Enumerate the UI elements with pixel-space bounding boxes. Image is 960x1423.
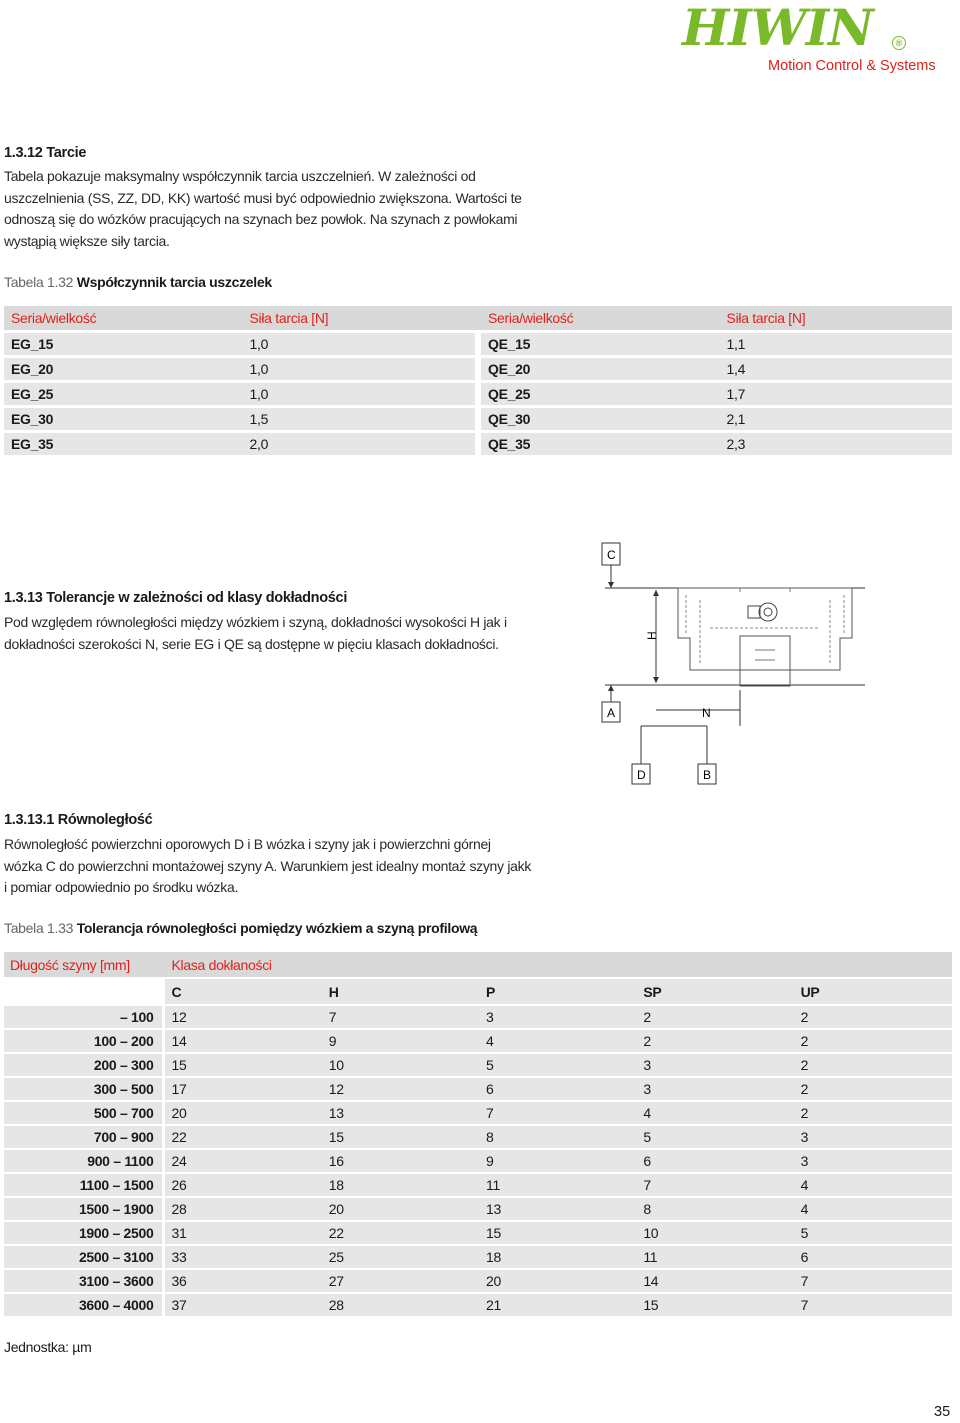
tolerance-value-cell: 7 <box>637 1174 794 1198</box>
caption-prefix: Tabela 1.32 <box>4 274 74 290</box>
table-cell: QE_20 <box>481 358 720 383</box>
column-header: Siła tarcia [N] <box>720 306 952 333</box>
tolerance-value-cell: 22 <box>323 1222 480 1246</box>
paragraph-line: dokładności szerokości N, serie EG i QE są dostępne w pięciu klasach dokładności. <box>4 635 499 652</box>
paragraph-line: Pod względem równoległości między wózkiem i szyną, dokładności wysokości H jak i <box>4 614 507 630</box>
table-row <box>4 1174 952 1198</box>
tolerance-value-cell: 27 <box>323 1270 480 1294</box>
tolerance-value-cell: 21 <box>480 1294 637 1318</box>
table-row <box>4 383 952 408</box>
tolerance-value-cell: 25 <box>323 1246 480 1270</box>
table-row <box>4 433 952 458</box>
class-header-row <box>4 979 952 1006</box>
column-header: Siła tarcia [N] <box>243 306 475 333</box>
class-header: P <box>480 979 637 1006</box>
paragraph-line: Tabela pokazuje maksymalny współczynnik tarcia uszczelnień. W zależności od <box>4 168 476 184</box>
table-cell: EG_20 <box>4 358 243 383</box>
table-row <box>4 1294 952 1318</box>
table-row <box>4 1078 952 1102</box>
tolerance-value-cell: 4 <box>480 1030 637 1054</box>
label-h: H <box>645 631 659 640</box>
tolerance-value-cell: 3 <box>637 1078 794 1102</box>
label-d: D <box>637 768 646 782</box>
tolerance-value-cell: 28 <box>323 1294 480 1318</box>
table-row <box>4 1126 952 1150</box>
table-row <box>4 1198 952 1222</box>
tolerance-value-cell: 4 <box>637 1102 794 1126</box>
tolerance-value-cell: 13 <box>480 1198 637 1222</box>
caption-prefix: Tabela 1.33 <box>4 920 74 936</box>
table-row <box>4 1030 952 1054</box>
tolerance-value-cell: 11 <box>480 1174 637 1198</box>
tolerance-value-cell: 20 <box>165 1102 322 1126</box>
parallel-paragraph <box>4 834 531 899</box>
tolerance-value-cell: 22 <box>165 1126 322 1150</box>
label-b: B <box>703 768 712 782</box>
paragraph-line: i pomiar odpowiednio po środku wózka. <box>4 879 239 895</box>
class-header: C <box>165 979 322 1006</box>
table-row <box>4 1150 952 1174</box>
friction-table <box>4 306 952 458</box>
empty-cell <box>4 979 162 1006</box>
length-range-cell: 700 – 900 <box>4 1126 162 1150</box>
tolerance-value-cell: 6 <box>795 1246 952 1270</box>
tolerance-value-cell: 7 <box>795 1270 952 1294</box>
table-cell: 1,5 <box>243 408 475 433</box>
table-cell: QE_15 <box>481 333 720 358</box>
tolerance-value-cell: 8 <box>637 1198 794 1222</box>
tolerance-value-cell: 3 <box>795 1150 952 1174</box>
table-row <box>4 408 952 433</box>
tolerance-value-cell: 18 <box>480 1246 637 1270</box>
tolerance-value-cell: 16 <box>323 1150 480 1174</box>
table-cell: 2,1 <box>720 408 952 433</box>
caption-title: Współczynnik tarcia uszczelek <box>76 274 272 290</box>
section-heading-tolerance: 1.3.13 Tolerancje w zależności od klasy dokładności <box>4 590 348 606</box>
table-cell: QE_30 <box>481 408 720 433</box>
tolerance-value-cell: 5 <box>480 1054 637 1078</box>
table-cell: QE_35 <box>481 433 720 458</box>
class-header: SP <box>637 979 794 1006</box>
unit-note: Jednostka: µm <box>4 1339 92 1355</box>
tolerance-value-cell: 14 <box>165 1030 322 1054</box>
brand-logo: HIWIN <box>682 0 873 57</box>
tolerance-value-cell: 36 <box>165 1270 322 1294</box>
tolerance-paragraph <box>4 612 507 655</box>
tolerance-value-cell: 12 <box>323 1078 480 1102</box>
label-a: A <box>607 706 616 720</box>
table-row <box>4 1270 952 1294</box>
registered-mark: ® <box>892 36 906 50</box>
tolerance-value-cell: 2 <box>637 1030 794 1054</box>
tolerance-value-cell: 31 <box>165 1222 322 1246</box>
tolerance-value-cell: 2 <box>795 1030 952 1054</box>
tolerance-value-cell: 20 <box>480 1270 637 1294</box>
tolerance-value-cell: 15 <box>165 1054 322 1078</box>
table-cell: 1,0 <box>243 333 475 358</box>
brand-tagline: Motion Control & Systems <box>768 58 936 74</box>
tolerance-value-cell: 4 <box>795 1174 952 1198</box>
tolerance-value-cell: 15 <box>480 1222 637 1246</box>
table-cell: 1,0 <box>243 383 475 408</box>
tolerance-value-cell: 20 <box>323 1198 480 1222</box>
table-row <box>4 1102 952 1126</box>
length-range-cell: 2500 – 3100 <box>4 1246 162 1270</box>
tolerance-value-cell: 8 <box>480 1126 637 1150</box>
tolerance-value-cell: 6 <box>637 1150 794 1174</box>
table-cell: 1,0 <box>243 358 475 383</box>
length-range-cell: 1900 – 2500 <box>4 1222 162 1246</box>
column-header-length: Długość szyny [mm] <box>4 952 162 979</box>
tolerance-value-cell: 10 <box>323 1054 480 1078</box>
tolerance-value-cell: 15 <box>323 1126 480 1150</box>
tolerance-value-cell: 3 <box>480 1006 637 1030</box>
rail-outline <box>740 636 790 686</box>
block-rail-drawing <box>590 540 960 790</box>
length-range-cell: 3600 – 4000 <box>4 1294 162 1318</box>
table-row <box>4 358 952 383</box>
tolerance-value-cell: 24 <box>165 1150 322 1174</box>
length-range-cell: – 100 <box>4 1006 162 1030</box>
tolerance-value-cell: 14 <box>637 1270 794 1294</box>
table-cell: EG_15 <box>4 333 243 358</box>
section-heading-parallel: 1.3.13.1 Równoległość <box>4 812 153 828</box>
table-cell: 1,1 <box>720 333 952 358</box>
tolerance-value-cell: 3 <box>637 1054 794 1078</box>
length-range-cell: 3100 – 3600 <box>4 1270 162 1294</box>
table-cell: 1,4 <box>720 358 952 383</box>
length-range-cell: 100 – 200 <box>4 1030 162 1054</box>
length-range-cell: 500 – 700 <box>4 1102 162 1126</box>
tolerance-value-cell: 15 <box>637 1294 794 1318</box>
column-header: Seria/wielkość <box>481 306 720 333</box>
tolerance-value-cell: 7 <box>480 1102 637 1126</box>
table-row <box>4 1054 952 1078</box>
paragraph-line: uszczelnienia (SS, ZZ, DD, KK) wartość musi być odpowiednio zwiększona. Wartości te <box>4 189 522 206</box>
tolerance-value-cell: 2 <box>795 1078 952 1102</box>
tolerance-table-body <box>4 1006 952 1318</box>
caption-title: Tolerancja równoległości pomiędzy wózkiem a szyną profilową <box>76 920 478 936</box>
table-cell: EG_25 <box>4 383 243 408</box>
tolerance-value-cell: 9 <box>480 1150 637 1174</box>
tolerance-value-cell: 17 <box>165 1078 322 1102</box>
tolerance-value-cell: 28 <box>165 1198 322 1222</box>
label-n: N <box>702 706 711 720</box>
tolerance-table <box>4 952 952 1318</box>
tolerance-value-cell: 7 <box>323 1006 480 1030</box>
paragraph-line: wystąpią większe siły tarcia. <box>4 232 170 249</box>
length-range-cell: 1100 – 1500 <box>4 1174 162 1198</box>
table-caption-friction <box>4 274 272 290</box>
friction-paragraph <box>4 166 522 252</box>
section-heading-friction: 1.3.12 Tarcie <box>4 145 87 161</box>
class-header: UP <box>795 979 952 1006</box>
tolerance-value-cell: 2 <box>795 1102 952 1126</box>
table-row <box>4 1006 952 1030</box>
table-header-row <box>4 306 952 333</box>
table-cell: 2,3 <box>720 433 952 458</box>
tolerance-value-cell: 37 <box>165 1294 322 1318</box>
carriage-outline <box>678 588 852 670</box>
table-cell: EG_30 <box>4 408 243 433</box>
tolerance-value-cell: 2 <box>795 1054 952 1078</box>
length-range-cell: 900 – 1100 <box>4 1150 162 1174</box>
table-cell: QE_25 <box>481 383 720 408</box>
tolerance-value-cell: 5 <box>637 1126 794 1150</box>
table-caption-tolerance <box>4 920 477 936</box>
table-row <box>4 1222 952 1246</box>
column-header: Seria/wielkość <box>4 306 243 333</box>
tolerance-value-cell: 2 <box>637 1006 794 1030</box>
column-header-class: Klasa dokłaności <box>165 952 952 979</box>
tolerance-value-cell: 12 <box>165 1006 322 1030</box>
label-c: C <box>607 548 616 562</box>
paragraph-line: wózka C do powierzchni montażowej szyny A. Warunkiem jest idealny montaż szyny jakk <box>4 857 532 874</box>
paragraph-line: odnoszą się do wózków pracujących na szynach bez powłok. Na szynach z powłokami <box>4 211 518 227</box>
class-header: H <box>323 979 480 1006</box>
table-row <box>4 1246 952 1270</box>
tolerance-value-cell: 9 <box>323 1030 480 1054</box>
tolerance-value-cell: 13 <box>323 1102 480 1126</box>
tolerance-value-cell: 3 <box>795 1126 952 1150</box>
tolerance-value-cell: 4 <box>795 1198 952 1222</box>
table-row <box>4 333 952 358</box>
tolerance-value-cell: 6 <box>480 1078 637 1102</box>
tolerance-value-cell: 11 <box>637 1246 794 1270</box>
length-range-cell: 1500 – 1900 <box>4 1198 162 1222</box>
grease-nipple <box>759 603 777 621</box>
table-header-row <box>4 952 952 979</box>
tolerance-value-cell: 7 <box>795 1294 952 1318</box>
tolerance-value-cell: 26 <box>165 1174 322 1198</box>
tolerance-value-cell: 2 <box>795 1006 952 1030</box>
table-cell: EG_35 <box>4 433 243 458</box>
length-range-cell: 300 – 500 <box>4 1078 162 1102</box>
tolerance-value-cell: 5 <box>795 1222 952 1246</box>
tolerance-value-cell: 33 <box>165 1246 322 1270</box>
tolerance-value-cell: 18 <box>323 1174 480 1198</box>
table-cell: 1,7 <box>720 383 952 408</box>
length-range-cell: 200 – 300 <box>4 1054 162 1078</box>
page-number: 35 <box>934 1404 951 1420</box>
paragraph-line: Równoległość powierzchni oporowych D i B wózka i szyny jak i powierzchni górnej <box>4 836 491 852</box>
tolerance-value-cell: 10 <box>637 1222 794 1246</box>
table-cell: 2,0 <box>243 433 475 458</box>
